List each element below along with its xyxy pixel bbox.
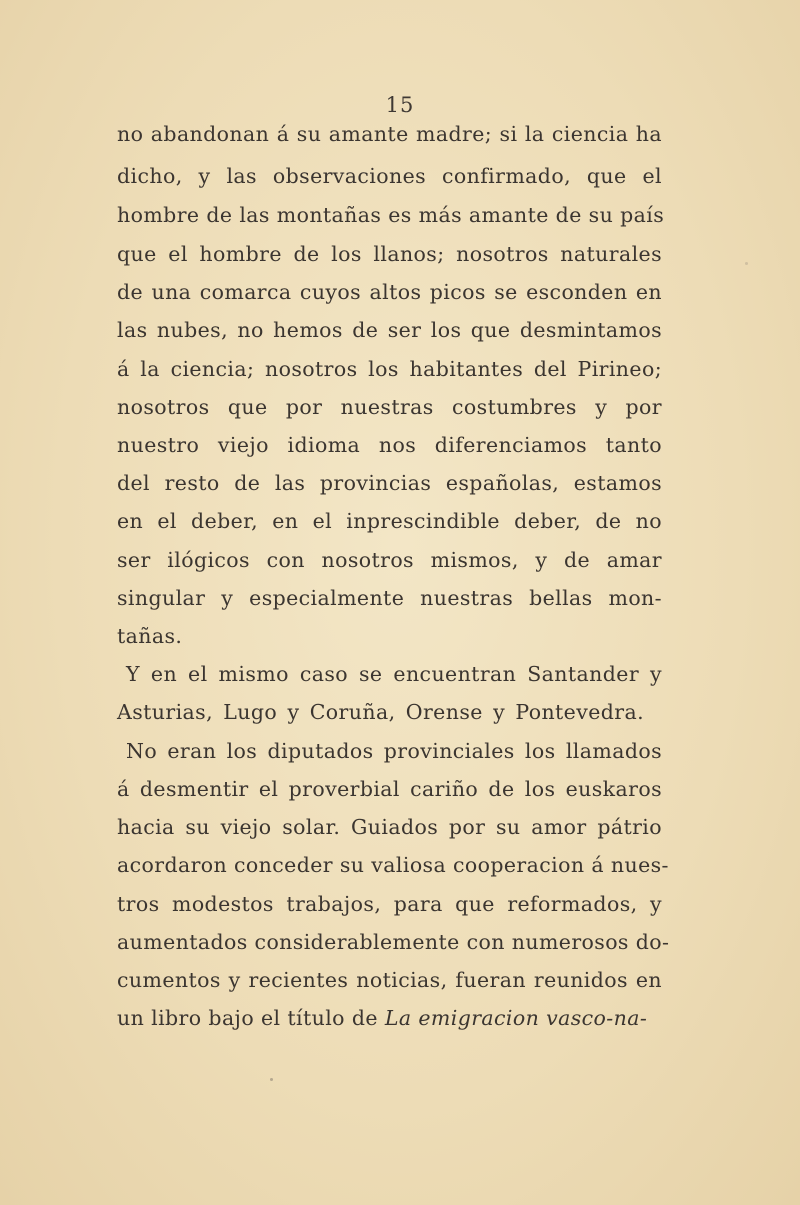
text-line: á desmentir el proverbial cariño de los euskaros (117, 777, 662, 801)
text-line: Asturias, Lugo y Coruña, Orense y Pontevedra. (117, 700, 644, 724)
text-line-paragraph-start: No eran los diputados provinciales los llamados (126, 739, 662, 763)
text-line: ser ilógicos con nosotros mismos, y de amar (117, 548, 662, 572)
page-number: 15 (385, 93, 415, 117)
text-line: á la ciencia; nosotros los habitantes del Pirineo; (117, 357, 662, 381)
text-line: acordaron conceder su valiosa cooperacion á nues- (117, 853, 669, 877)
text-line: las nubes, no hemos de ser los que desmintamos (117, 318, 662, 342)
text-line: de una comarca cuyos altos picos se esconden en (117, 280, 662, 304)
text-line: aumentados considerablemente con numerosos do- (117, 930, 670, 954)
text-line: cumentos y recientes noticias, fueran reunidos en (117, 968, 662, 992)
text-line: hombre de las montañas es más amante de su país (117, 203, 665, 227)
text-line: dicho, y las observaciones confirmado, que el (117, 164, 662, 188)
text-line: singular y especialmente nuestras bellas mon- (117, 586, 662, 610)
text-line: hacia su viejo solar. Guiados por su amor pátrio (117, 815, 662, 839)
text-line: que el hombre de los llanos; nosotros naturales (117, 242, 662, 266)
text-line: tros modestos trabajos, para que reformados, y (117, 892, 662, 916)
text-line: en el deber, en el inprescindible deber, de no (117, 509, 662, 533)
text-line: nosotros que por nuestras costumbres y por (117, 395, 662, 419)
book-title-italic: La emigracion vasco-na- (384, 1006, 648, 1030)
paper-speck (270, 1078, 273, 1081)
text-line-final (117, 999, 657, 1037)
text-line: no abandonan á su amante madre; si la ciencia ha (117, 122, 662, 146)
text-line: del resto de las provincias españolas, estamos (117, 471, 662, 495)
paper-speck (745, 262, 748, 265)
final-line-text: un libro bajo el título de (117, 1006, 385, 1030)
text-line-paragraph-start: Y en el mismo caso se encuentran Santander y (126, 662, 662, 686)
text-line: tañas. (117, 624, 183, 648)
text-line: nuestro viejo idioma nos diferenciamos tanto (117, 433, 662, 457)
